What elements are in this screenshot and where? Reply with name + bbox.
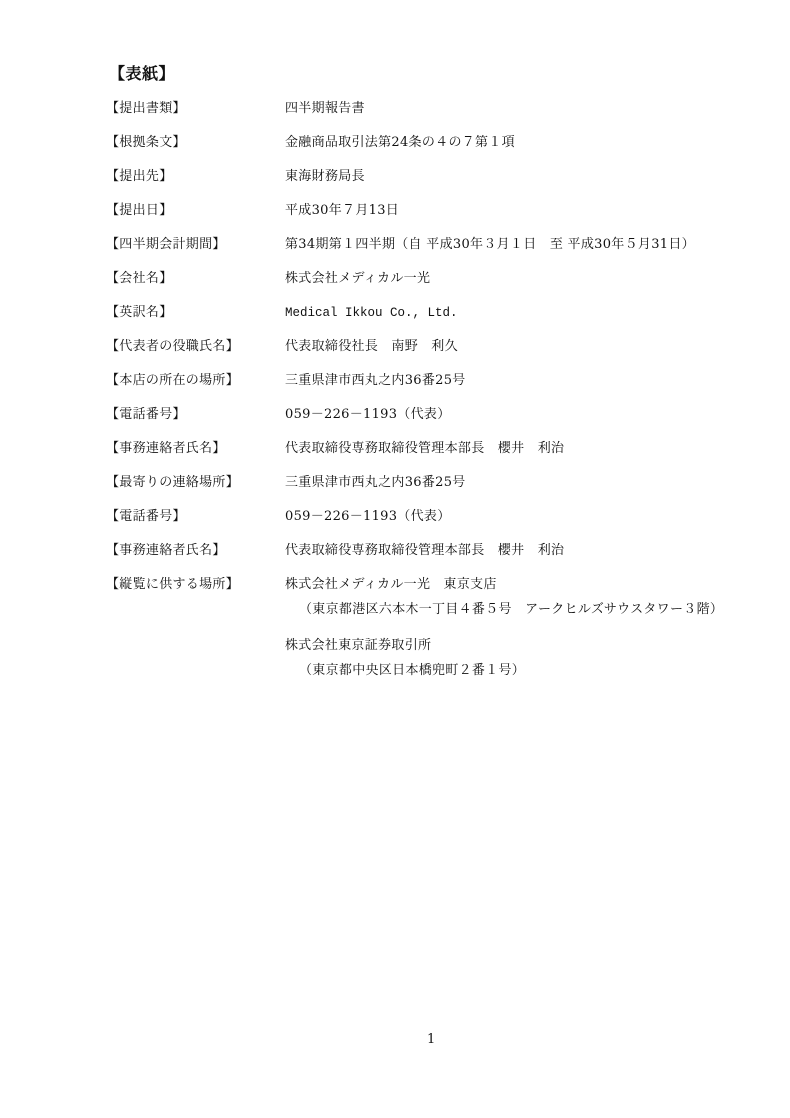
field-row-nearest-contact-place bbox=[106, 475, 726, 491]
field-label: 【事務連絡者氏名】 bbox=[106, 543, 226, 558]
field-label: 【提出日】 bbox=[106, 203, 173, 218]
field-label: 【提出先】 bbox=[106, 169, 173, 184]
field-row-submission-date bbox=[106, 203, 726, 219]
field-row-public-inspection-places bbox=[106, 577, 726, 679]
field-value: Medical Ikkou Co., Ltd. bbox=[285, 306, 458, 320]
field-label: 【根拠条文】 bbox=[106, 135, 186, 150]
field-row-phone-number-1 bbox=[106, 407, 726, 423]
field-row-submitted-to bbox=[106, 169, 726, 185]
field-value bbox=[285, 577, 726, 679]
field-row-legal-basis bbox=[106, 135, 726, 151]
field-label: 【最寄りの連絡場所】 bbox=[106, 475, 240, 490]
cover-fields bbox=[106, 101, 726, 697]
field-value: 三重県津市西丸之内36番25号 bbox=[285, 373, 466, 388]
field-label: 【本店の所在の場所】 bbox=[106, 373, 240, 388]
field-row-english-name bbox=[106, 305, 726, 321]
field-value: 第34期第１四半期（自 平成30年３月１日 至 平成30年５月31日） bbox=[285, 237, 695, 252]
field-row-administrative-contact-2 bbox=[106, 543, 726, 559]
field-row-head-office-location bbox=[106, 373, 726, 389]
field-label: 【四半期会計期間】 bbox=[106, 237, 226, 252]
field-value: 三重県津市西丸之内36番25号 bbox=[285, 475, 466, 490]
field-value: 株式会社メディカル一光 bbox=[285, 271, 431, 286]
inspection-place bbox=[285, 577, 726, 618]
field-value: 平成30年７月13日 bbox=[285, 203, 400, 218]
field-row-representative bbox=[106, 339, 726, 355]
field-label: 【提出書類】 bbox=[106, 101, 186, 116]
field-label: 【会社名】 bbox=[106, 271, 173, 286]
field-row-phone-number-2 bbox=[106, 509, 726, 525]
field-value: 四半期報告書 bbox=[285, 101, 365, 116]
field-value: 代表取締役専務取締役管理本部長 櫻井 利治 bbox=[285, 441, 565, 456]
field-label: 【縦覧に供する場所】 bbox=[106, 577, 240, 592]
field-row-submitted-document bbox=[106, 101, 726, 117]
field-row-quarterly-period bbox=[106, 237, 726, 253]
field-value: 金融商品取引法第24条の４の７第１項 bbox=[285, 135, 515, 150]
field-label: 【電話番号】 bbox=[106, 407, 186, 422]
inspection-place bbox=[285, 638, 726, 679]
field-value: 059－226－1193（代表） bbox=[285, 509, 451, 524]
inspection-place-address: （東京都中央区日本橋兜町２番１号） bbox=[299, 663, 526, 678]
page-title: 【表紙】 bbox=[109, 64, 176, 83]
field-label: 【英訳名】 bbox=[106, 305, 173, 320]
field-value: 代表取締役社長 南野 利久 bbox=[285, 339, 458, 354]
field-label: 【電話番号】 bbox=[106, 509, 186, 524]
field-value: 代表取締役専務取締役管理本部長 櫻井 利治 bbox=[285, 543, 565, 558]
field-value: 059－226－1193（代表） bbox=[285, 407, 451, 422]
field-row-administrative-contact-1 bbox=[106, 441, 726, 457]
field-value: 東海財務局長 bbox=[285, 169, 365, 184]
field-label: 【代表者の役職氏名】 bbox=[106, 339, 240, 354]
field-label: 【事務連絡者氏名】 bbox=[106, 441, 226, 456]
field-row-company-name bbox=[106, 271, 726, 287]
inspection-place-address: （東京都港区六本木一丁目４番５号 アークヒルズサウスタワー３階） bbox=[299, 602, 724, 617]
inspection-place-name: 株式会社東京証券取引所 bbox=[285, 638, 432, 653]
page-number: 1 bbox=[427, 1032, 436, 1047]
inspection-place-name: 株式会社メディカル一光 東京支店 bbox=[285, 577, 497, 592]
